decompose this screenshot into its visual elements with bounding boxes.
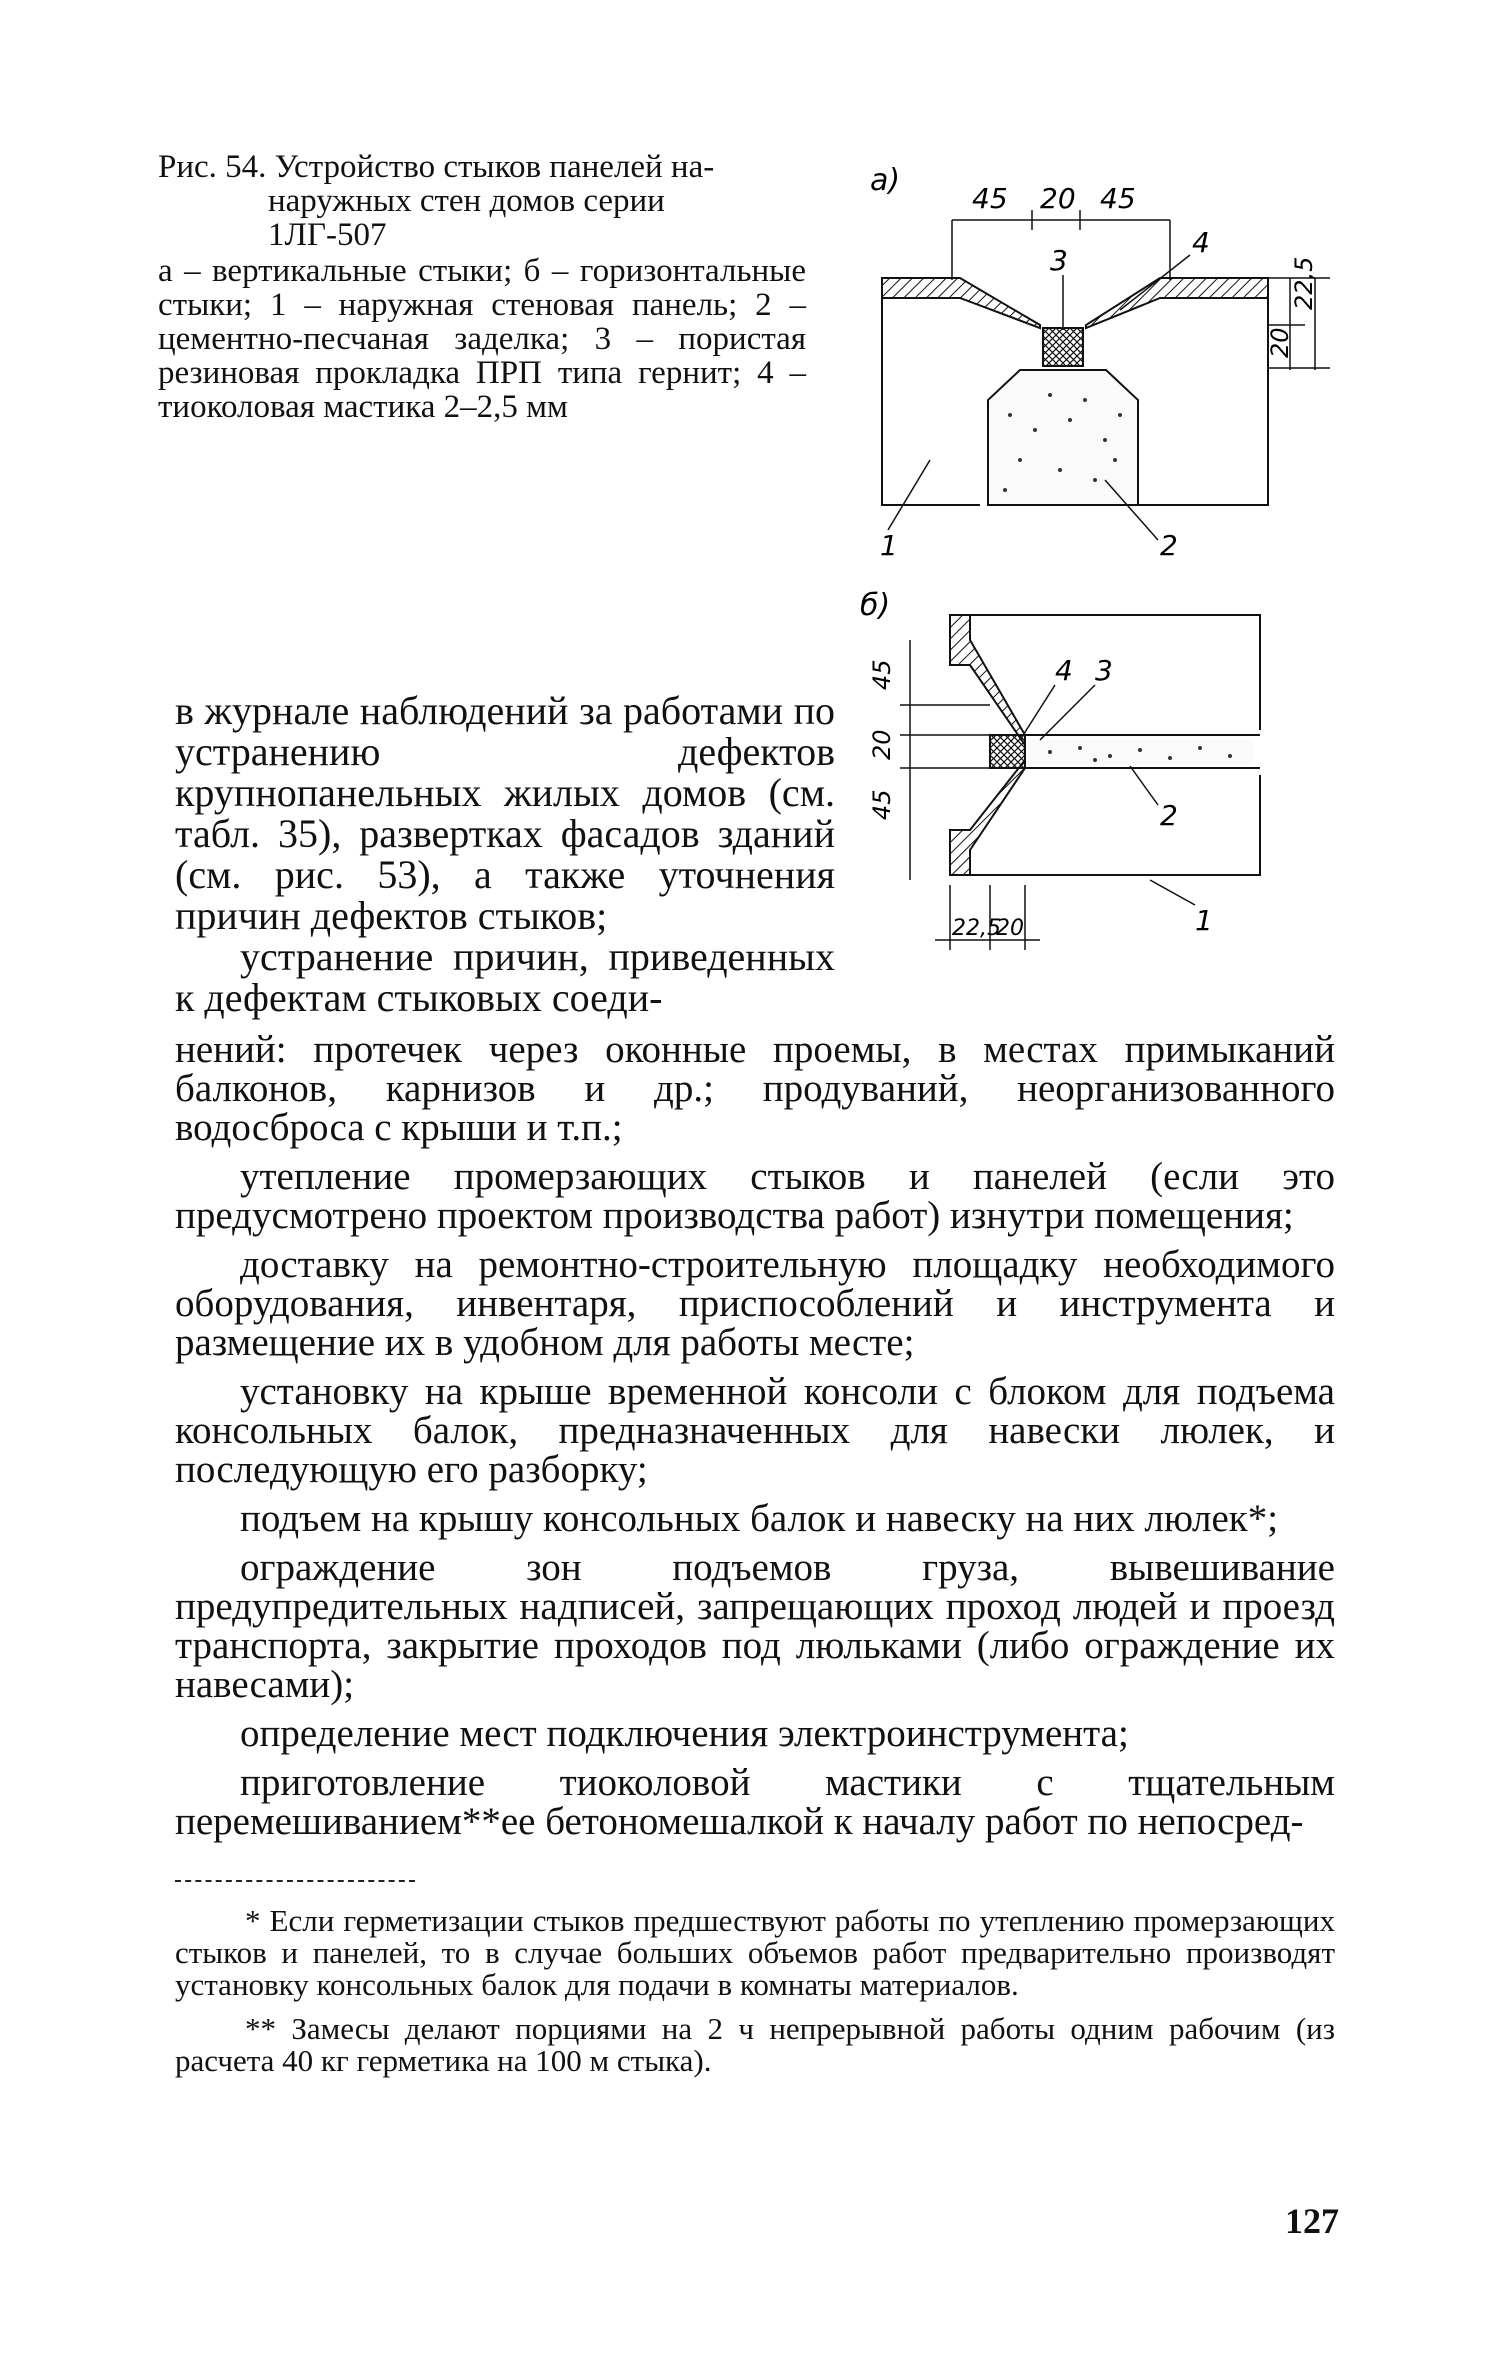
caption-title-line2: наружных стен домов серии [268, 183, 665, 219]
footnote-1: * Если герметизации стыков предшествуют работы по утеплению промерзающих стыков и панелей, то в случае больших объемов работ предварительно производят установку консольных балок для подачи в комнаты материалов. [175, 1903, 1335, 2002]
callout-a-1: 1 [880, 529, 898, 562]
dim-right-inner: 20 [1266, 327, 1294, 358]
dim-top-right: 45 [1100, 182, 1136, 215]
paragraph-6: подъем на крышу консольных балок и навеску на них люлек*; [240, 1497, 1279, 1540]
footnotes [175, 1905, 1335, 2089]
paragraph-9: приготовление тиоколовой мастики с тщательным перемешиванием**ее бетономешалкой к началу работ по непосред- [175, 1761, 1335, 1843]
paragraph-4: доставку на ремонтно-строительную площадку необходимого оборудования, инвентаря, приспособлений и инструмента и размещение их в удобном для работы месте; [175, 1243, 1335, 1364]
figure-b-label: б) [860, 588, 891, 623]
caption-title-line1: Рис. 54. Устройство стыков панелей на- [158, 149, 715, 185]
dim-top-mid: 20 [1040, 182, 1076, 215]
body-text-narrow [175, 690, 835, 1018]
dim-top-left: 45 [972, 182, 1008, 215]
caption-title-line3: 1ЛГ-507 [268, 217, 387, 253]
page-number: 127 [1285, 2201, 1339, 2241]
paragraph-2-end: нений: протечек через оконные проемы, в местах примыканий балконов, карнизов и др.; продуваний, неорганизованного водосброса с крыши и т.п.; [175, 1028, 1335, 1149]
caption-legend: а – вертикальные стыки; б – горизонтальные стыки; 1 – наружная стеновая панель; 2 – цементно-песчаная заделка; 3 – пористая резиновая прокладка ПРП типа гернит; 4 – тиоколовая мастика 2–2,5 мм [158, 253, 806, 425]
dim-left-bottom: 45 [868, 789, 896, 820]
body-text-full [175, 1030, 1335, 1851]
dim-left-mid: 20 [868, 729, 896, 760]
callout-b-3: 3 [1095, 654, 1113, 687]
callout-b-4: 4 [1055, 654, 1073, 687]
caption-title [158, 150, 806, 252]
figure-a-vertical-joint [860, 160, 1350, 580]
callout-b-1: 1 [1195, 904, 1213, 937]
footnote-2: ** Замесы делают порциями на 2 ч непрерывной работы одним рабочим (из расчета 40 кг герметика на 100 м стыка). [175, 2011, 1335, 2078]
figure-caption [158, 150, 806, 424]
paragraph-3: утепление промерзающих стыков и панелей (если это предусмотрено проектом производства работ) изнутри помещения; [175, 1155, 1335, 1237]
callout-a-2: 2 [1160, 529, 1178, 562]
paragraph-2-start: устранение причин, приведенных к дефектам стыковых соеди- [175, 934, 835, 1020]
paragraph-7: ограждение зон подъемов груза, вывешивание предупредительных надписей, запрещающих проход людей и проезд транспорта, закрытие проходов под люльками (либо ограждение их навесами); [175, 1546, 1335, 1706]
paragraph-8: определение мест подключения электроинструмента; [240, 1712, 1129, 1755]
figure-b-horizontal-joint [850, 580, 1280, 1000]
dim-right-outer: 22,5 [1290, 256, 1318, 310]
footnote-separator [175, 1880, 415, 1882]
callout-a-4: 4 [1192, 226, 1210, 259]
dim-bottom-left: 22,5 [952, 916, 1001, 941]
callout-b-2: 2 [1160, 799, 1178, 832]
figure-a-label: а) [870, 163, 901, 198]
paragraph-1: в журнале наблюдений за работами по устранению дефектов крупнопанельных жилых домов (см. табл. 35), развертках фасадов зданий (см. рис. 53), а также уточнения причин дефектов стыков; [175, 688, 835, 938]
dim-bottom-right: 20 [996, 916, 1024, 941]
dim-left-top: 45 [868, 659, 896, 690]
callout-a-3: 3 [1050, 244, 1068, 277]
paragraph-5: установку на крыше временной консоли с блоком для подъема консольных балок, предназначенных для навески люлек, и последующую его разборку; [175, 1370, 1335, 1491]
